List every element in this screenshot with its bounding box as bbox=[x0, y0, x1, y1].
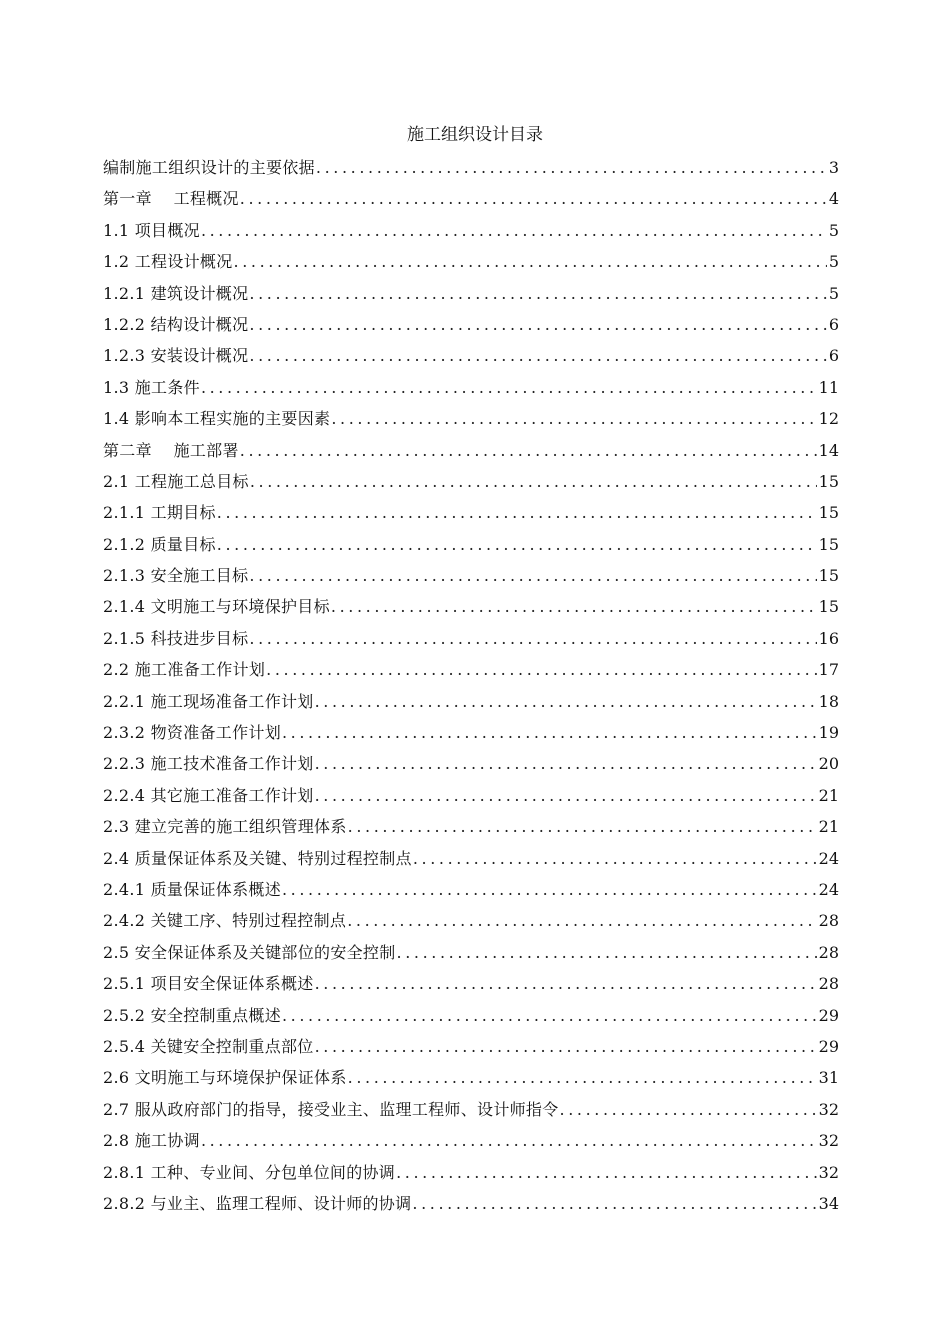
toc-entry-title: 2.4.2 关键工序、特别过程控制点 bbox=[103, 911, 347, 931]
toc-entry[interactable] bbox=[103, 1094, 839, 1125]
toc-entry-title: 2.4.1 质量保证体系概述 bbox=[103, 879, 281, 899]
toc-entry-title: 1.2.2 结构设计概况 bbox=[103, 314, 249, 334]
toc-dot-leader bbox=[331, 591, 817, 622]
toc-entry[interactable] bbox=[103, 1125, 839, 1156]
table-of-contents bbox=[103, 152, 839, 1219]
toc-entry-title: 2.1 工程施工总目标 bbox=[103, 471, 249, 491]
toc-dot-leader bbox=[348, 1062, 817, 1093]
toc-entry-title: 2.5.2 安全控制重点概述 bbox=[103, 1005, 281, 1025]
toc-entry[interactable] bbox=[103, 905, 839, 936]
toc-page-number: 34 bbox=[818, 1193, 839, 1213]
toc-dot-leader bbox=[315, 748, 817, 779]
toc-dot-leader bbox=[201, 1125, 817, 1156]
toc-page-number: 6 bbox=[828, 346, 839, 366]
toc-page-number: 32 bbox=[818, 1099, 839, 1119]
toc-entry[interactable] bbox=[103, 623, 839, 654]
toc-dot-leader bbox=[217, 529, 817, 560]
toc-entry[interactable] bbox=[103, 340, 839, 371]
toc-entry-title: 2.3.2 物资准备工作计划 bbox=[103, 723, 281, 743]
toc-entry-title: 2.2.3 施工技术准备工作计划 bbox=[103, 754, 314, 774]
toc-entry-title: 2.1.5 科技进步目标 bbox=[103, 628, 249, 648]
toc-page-number: 24 bbox=[818, 848, 839, 868]
toc-page-number: 18 bbox=[818, 691, 839, 711]
toc-entry-title: 2.6 文明施工与环境保护保证体系 bbox=[103, 1068, 347, 1088]
toc-entry-title: 2.4 质量保证体系及关键、特别过程控制点 bbox=[103, 848, 412, 868]
toc-page-number: 15 bbox=[818, 597, 839, 617]
toc-dot-leader bbox=[316, 152, 827, 183]
toc-entry-title: 1.2.3 安装设计概况 bbox=[103, 346, 249, 366]
toc-dot-leader bbox=[234, 246, 827, 277]
toc-entry-title: 第一章 工程概况 bbox=[103, 189, 239, 209]
toc-entry[interactable] bbox=[103, 811, 839, 842]
toc-entry-title: 2.5.1 项目安全保证体系概述 bbox=[103, 974, 314, 994]
toc-page-number: 24 bbox=[818, 879, 839, 899]
toc-page-number: 32 bbox=[818, 1131, 839, 1151]
toc-entry-title: 第二章 施工部署 bbox=[103, 440, 239, 460]
toc-page-number: 20 bbox=[818, 754, 839, 774]
toc-page-number: 5 bbox=[828, 283, 839, 303]
toc-page-number: 3 bbox=[828, 158, 839, 177]
toc-dot-leader bbox=[249, 560, 816, 591]
toc-entry[interactable] bbox=[103, 466, 839, 497]
toc-entry[interactable] bbox=[103, 748, 839, 779]
toc-page-number: 15 bbox=[818, 503, 839, 523]
toc-entry[interactable] bbox=[103, 686, 839, 717]
toc-dot-leader bbox=[315, 1031, 817, 1062]
toc-dot-leader bbox=[201, 215, 827, 246]
toc-page-number: 28 bbox=[818, 911, 839, 931]
toc-entry-title: 2.5 安全保证体系及关键部位的安全控制 bbox=[103, 942, 396, 962]
toc-entry[interactable] bbox=[103, 278, 839, 309]
toc-entry[interactable] bbox=[103, 1188, 839, 1219]
toc-page-number: 28 bbox=[818, 974, 839, 994]
toc-entry-title: 2.1.4 文明施工与环境保护目标 bbox=[103, 597, 330, 617]
toc-page-number: 5 bbox=[828, 220, 839, 240]
toc-entry-title: 2.8.2 与业主、监理工程师、设计师的协调 bbox=[103, 1193, 412, 1213]
toc-entry[interactable] bbox=[103, 246, 839, 277]
toc-entry[interactable] bbox=[103, 372, 839, 403]
toc-dot-leader bbox=[249, 278, 826, 309]
toc-dot-leader bbox=[347, 905, 816, 936]
toc-entry-title: 1.3 施工条件 bbox=[103, 377, 200, 397]
toc-entry[interactable] bbox=[103, 780, 839, 811]
toc-entry-title: 2.1.1 工期目标 bbox=[103, 503, 216, 523]
toc-entry[interactable] bbox=[103, 968, 839, 999]
toc-dot-leader bbox=[249, 340, 826, 371]
toc-page-number: 14 bbox=[818, 440, 839, 460]
toc-dot-leader bbox=[217, 497, 817, 528]
toc-dot-leader bbox=[250, 466, 817, 497]
toc-dot-leader bbox=[315, 968, 817, 999]
toc-dot-leader bbox=[240, 183, 827, 214]
toc-entry-title: 编制施工组织设计的主要依据 bbox=[103, 158, 315, 177]
toc-entry-title: 1.2 工程设计概况 bbox=[103, 252, 233, 272]
toc-entry[interactable] bbox=[103, 717, 839, 748]
toc-page-number: 32 bbox=[818, 1162, 839, 1182]
toc-entry-title: 2.2.4 其它施工准备工作计划 bbox=[103, 785, 314, 805]
toc-page-number: 17 bbox=[818, 660, 839, 680]
toc-page-number: 29 bbox=[818, 1036, 839, 1056]
toc-page-number: 19 bbox=[818, 723, 839, 743]
toc-entry[interactable] bbox=[103, 152, 839, 183]
toc-dot-leader bbox=[282, 874, 817, 905]
toc-dot-leader bbox=[560, 1094, 817, 1125]
toc-dot-leader bbox=[331, 403, 816, 434]
toc-page-number: 6 bbox=[828, 314, 839, 334]
toc-entry-title: 2.1.3 安全施工目标 bbox=[103, 566, 249, 586]
toc-entry[interactable] bbox=[103, 215, 839, 246]
toc-entry-title: 1.2.1 建筑设计概况 bbox=[103, 283, 249, 303]
document-title: 施工组织设计目录 bbox=[407, 125, 543, 145]
toc-dot-leader bbox=[249, 623, 816, 654]
toc-entry[interactable] bbox=[103, 1062, 839, 1093]
toc-entry[interactable] bbox=[103, 1000, 839, 1031]
toc-dot-leader bbox=[396, 1157, 817, 1188]
toc-entry-title: 2.8.1 工种、专业间、分包单位间的协调 bbox=[103, 1162, 396, 1182]
toc-entry[interactable] bbox=[103, 403, 839, 434]
toc-page-number: 15 bbox=[818, 566, 839, 586]
toc-entry-title: 1.4 影响本工程实施的主要因素 bbox=[103, 409, 331, 429]
toc-dot-leader bbox=[412, 1188, 816, 1219]
toc-page-number: 12 bbox=[818, 409, 839, 429]
toc-entry-title: 2.2.1 施工现场准备工作计划 bbox=[103, 691, 314, 711]
toc-page-number: 4 bbox=[828, 189, 839, 209]
toc-entry[interactable] bbox=[103, 309, 839, 340]
toc-entry[interactable] bbox=[103, 654, 839, 685]
toc-dot-leader bbox=[282, 1000, 817, 1031]
toc-page-number: 16 bbox=[818, 628, 839, 648]
toc-entry[interactable] bbox=[103, 874, 839, 905]
toc-page-number: 15 bbox=[818, 534, 839, 554]
toc-entry-title: 1.1 项目概况 bbox=[103, 220, 200, 240]
toc-dot-leader bbox=[201, 372, 817, 403]
toc-entry-title: 2.7 服从政府部门的指导，接受业主、监理工程师、设计师指令 bbox=[103, 1099, 559, 1119]
toc-entry[interactable] bbox=[103, 1157, 839, 1188]
toc-entry-title: 2.2 施工准备工作计划 bbox=[103, 660, 266, 680]
toc-page-number: 21 bbox=[818, 817, 839, 837]
toc-page-number: 11 bbox=[818, 377, 839, 397]
toc-entry[interactable] bbox=[103, 1031, 839, 1062]
toc-dot-leader bbox=[282, 717, 817, 748]
toc-entry[interactable] bbox=[103, 529, 839, 560]
toc-page-number: 28 bbox=[818, 942, 839, 962]
toc-entry-title: 2.1.2 质量目标 bbox=[103, 534, 216, 554]
toc-dot-leader bbox=[348, 811, 817, 842]
toc-entry[interactable] bbox=[103, 560, 839, 591]
toc-page-number: 29 bbox=[818, 1005, 839, 1025]
toc-dot-leader bbox=[413, 843, 817, 874]
toc-dot-leader bbox=[315, 780, 817, 811]
toc-page-number: 21 bbox=[818, 785, 839, 805]
toc-page-number: 31 bbox=[818, 1068, 839, 1088]
toc-dot-leader bbox=[240, 435, 817, 466]
toc-entry[interactable] bbox=[103, 183, 839, 214]
toc-entry[interactable] bbox=[103, 497, 839, 528]
toc-entry[interactable] bbox=[103, 937, 839, 968]
toc-page-number: 5 bbox=[828, 252, 839, 272]
toc-dot-leader bbox=[266, 654, 817, 685]
toc-dot-leader bbox=[315, 686, 817, 717]
toc-entry[interactable] bbox=[103, 591, 839, 622]
toc-entry-title: 2.3 建立完善的施工组织管理体系 bbox=[103, 817, 347, 837]
toc-entry[interactable] bbox=[103, 843, 839, 874]
toc-dot-leader bbox=[397, 937, 817, 968]
toc-entry-title: 2.5.4 关键安全控制重点部位 bbox=[103, 1036, 314, 1056]
toc-entry[interactable] bbox=[103, 435, 839, 466]
toc-page-number: 15 bbox=[818, 471, 839, 491]
toc-dot-leader bbox=[249, 309, 826, 340]
toc-entry-title: 2.8 施工协调 bbox=[103, 1131, 200, 1151]
